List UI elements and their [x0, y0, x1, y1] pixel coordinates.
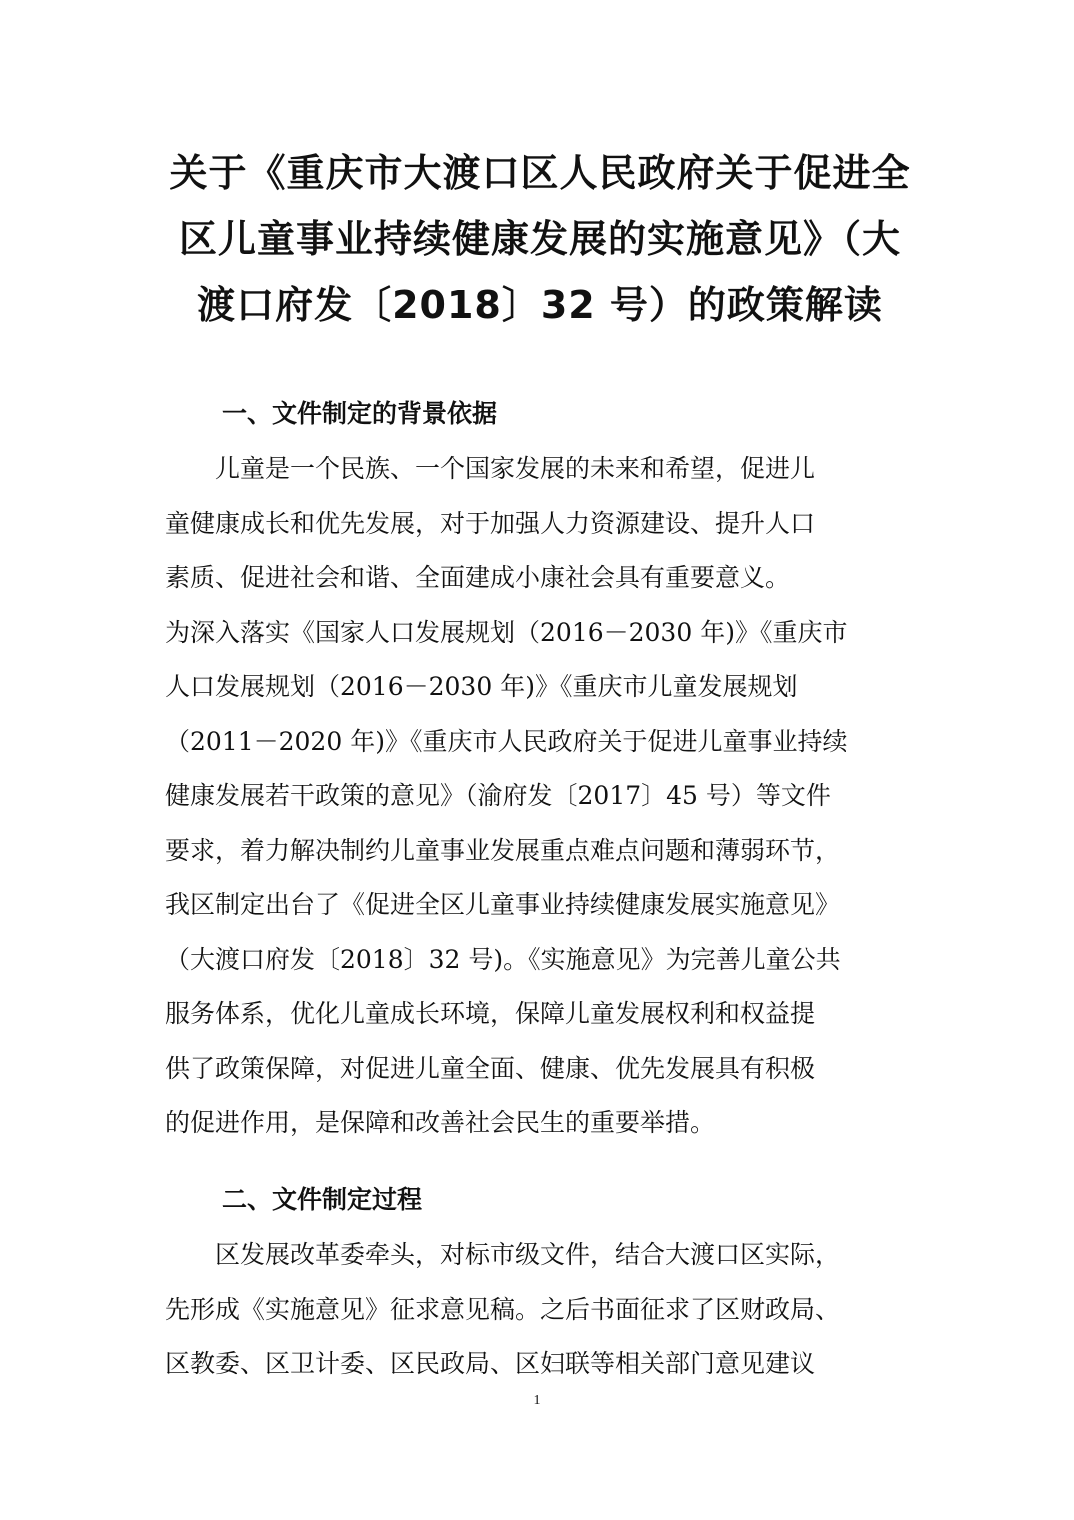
paragraph-process — [165, 1228, 925, 1392]
text-line: 健康发展若干政策的意见》（渝府发〔2017〕45 号）等文件 — [165, 781, 831, 810]
title-line: 关于《重庆市大渡口区人民政府关于促进全 — [169, 151, 911, 195]
text-line: 人口发展规划（2016－2030 年)》《重庆市儿童发展规划 — [165, 672, 798, 701]
text-line: 为深入落实《国家人口发展规划（2016－2030 年)》《重庆市 — [165, 617, 848, 647]
text-line: （2011－2020 年)》《重庆市人民政府关于促进儿童事业持续 — [165, 726, 848, 756]
text-line: 的促进作用，是保障和改善社会民生的重要举措。 — [165, 1108, 716, 1137]
section-heading-process: 二、文件制定过程 — [222, 1185, 423, 1214]
text-line: 区发展改革委牵头，对标市级文件，结合大渡口区实际， — [165, 1240, 841, 1269]
text-line: 我区制定出台了《促进全区儿童事业持续健康发展实施意见》 — [165, 890, 841, 919]
text-line: 儿童是一个民族、一个国家发展的未来和希望，促进儿 — [165, 454, 816, 483]
text-line: 素质、促进社会和谐、全面建成小康社会具有重要意义。 — [165, 563, 791, 592]
title-line: 区儿童事业持续健康发展的实施意见》（大 — [178, 217, 901, 261]
text-line: 供了政策保障，对促进儿童全面、健康、优先发展具有积极 — [165, 1053, 816, 1083]
text-line: 先形成《实施意见》征求意见稿。之后书面征求了区财政局、 — [165, 1294, 841, 1324]
document-title — [150, 140, 930, 338]
text-line: （大渡口府发〔2018〕32 号)。《实施意见》为完善儿童公共 — [165, 944, 841, 974]
section-heading-background: 一、文件制定的背景依据 — [222, 399, 498, 428]
paragraph-background — [165, 442, 925, 1151]
page-number: 1 — [533, 1393, 541, 1408]
text-line: 要求，着力解决制约儿童事业发展重点难点问题和薄弱环节， — [165, 835, 841, 865]
title-line: 渡口府发〔2018〕32 号）的政策解读 — [197, 283, 883, 327]
text-line: 区教委、区卫计委、区民政局、区妇联等相关部门意见建议 — [165, 1349, 816, 1378]
text-line: 服务体系，优化儿童成长环境，保障儿童发展权利和权益提 — [165, 999, 816, 1028]
text-line: 童健康成长和优先发展，对于加强人力资源建设、提升人口 — [165, 508, 816, 538]
